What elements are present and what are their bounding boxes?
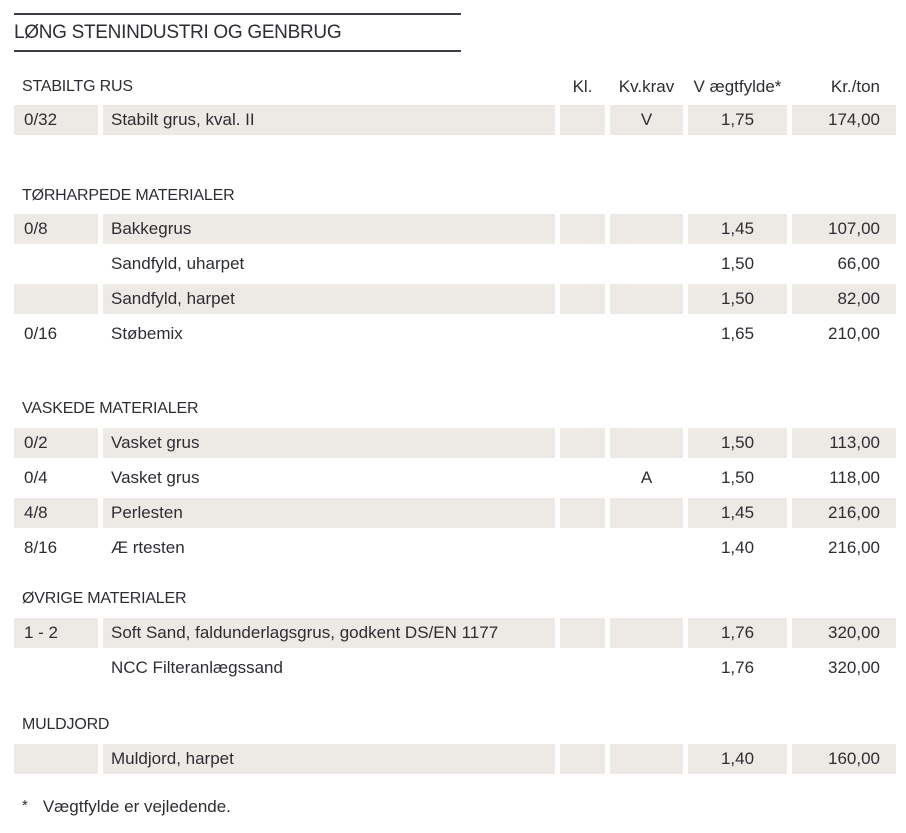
- column-header-kvkrav: Kv.krav: [618, 77, 675, 96]
- section-rows-torharpede: [0, 214, 906, 349]
- cell-description: Sandfyld, harpet: [103, 284, 555, 314]
- table-row: [14, 463, 896, 493]
- cell-kvkrav: [610, 653, 683, 683]
- cell-price: 82,00: [792, 284, 896, 314]
- cell-size: 8/16: [24, 538, 58, 557]
- cell-kvkrav: [610, 744, 683, 774]
- cell-size: 0/2: [14, 428, 98, 458]
- cell-size: [14, 284, 98, 314]
- table-row: [14, 319, 896, 349]
- cell-description: Æ rtesten: [111, 538, 185, 557]
- cell-price: 216,00: [828, 538, 880, 557]
- cell-kl: [560, 498, 605, 528]
- cell-vaegtfylde: 1,76: [720, 658, 755, 677]
- cell-vaegtfylde: 1,40: [688, 744, 787, 774]
- cell-vaegtfylde: 1,50: [688, 284, 787, 314]
- section-rows-stabiltgrus: [0, 105, 906, 135]
- cell-description: NCC Filteranlægssand: [111, 658, 283, 677]
- cell-kvkrav: [610, 498, 683, 528]
- table-row: [14, 428, 896, 458]
- cell-size: 0/8: [14, 214, 98, 244]
- page-title: LØNG STENINDUSTRI OG GENBRUG: [14, 22, 342, 43]
- table-row: [14, 249, 896, 279]
- cell-kvkrav: [610, 618, 683, 648]
- cell-vaegtfylde: 1,76: [688, 618, 787, 648]
- cell-kl: [560, 214, 605, 244]
- cell-kvkrav: [610, 428, 683, 458]
- cell-kvkrav: [610, 284, 683, 314]
- cell-size: 1 - 2: [14, 618, 98, 648]
- cell-kvkrav: [610, 214, 683, 244]
- cell-price: 320,00: [828, 658, 880, 677]
- cell-description: Perlesten: [103, 498, 555, 528]
- cell-size: 0/16: [24, 324, 58, 343]
- cell-kl: [560, 319, 605, 349]
- column-header-kl: Kl.: [572, 77, 593, 96]
- table-row: [14, 533, 896, 563]
- section-rows-muldjord: [0, 744, 906, 774]
- cell-size: [14, 249, 98, 279]
- cell-price: 118,00: [829, 468, 880, 487]
- table-row: [14, 105, 896, 135]
- cell-description: Støbemix: [111, 324, 183, 343]
- cell-size: [14, 653, 98, 683]
- cell-price: 160,00: [792, 744, 896, 774]
- cell-description: Stabilt grus, kval. II: [103, 105, 555, 135]
- cell-kl: [560, 428, 605, 458]
- cell-price: 174,00: [792, 105, 896, 135]
- cell-description: Bakkegrus: [103, 214, 555, 244]
- cell-price: 113,00: [792, 428, 896, 458]
- cell-description: Vasket grus: [111, 468, 200, 487]
- cell-description: Vasket grus: [103, 428, 555, 458]
- cell-size: [14, 744, 98, 774]
- cell-kvkrav: V: [610, 105, 683, 135]
- cell-vaegtfylde: 1,45: [688, 498, 787, 528]
- cell-kl: [560, 533, 605, 563]
- section-title-vaskede: VASKEDE MATERIALER: [22, 400, 199, 417]
- table-row: [14, 284, 896, 314]
- cell-kl: [560, 105, 605, 135]
- cell-kvkrav: [610, 533, 683, 563]
- column-header-vaegtfylde: V ægtfylde*: [693, 77, 782, 96]
- cell-kvkrav: [610, 249, 683, 279]
- section-title-stabiltgrus: STABILTG RUS: [22, 78, 133, 95]
- cell-vaegtfylde: 1,50: [720, 254, 755, 273]
- cell-price: 210,00: [828, 324, 880, 343]
- cell-kl: [560, 249, 605, 279]
- table-row: [14, 498, 896, 528]
- table-row: [14, 744, 896, 774]
- cell-size: 4/8: [14, 498, 98, 528]
- table-row: [14, 214, 896, 244]
- cell-kl: [560, 463, 605, 493]
- column-header-krton: Kr./ton: [830, 77, 880, 96]
- section-rows-ovrige: [0, 618, 906, 683]
- cell-vaegtfylde: 1,50: [720, 468, 755, 487]
- cell-kl: [560, 618, 605, 648]
- table-row: [14, 653, 896, 683]
- cell-kl: [560, 284, 605, 314]
- section-title-muldjord: MULDJORD: [22, 716, 110, 733]
- cell-kvkrav: [610, 319, 683, 349]
- cell-vaegtfylde: 1,45: [688, 214, 787, 244]
- section-rows-vaskede: [0, 428, 906, 563]
- footnote-asterisk: *: [22, 797, 28, 814]
- cell-vaegtfylde: 1,75: [688, 105, 787, 135]
- table-row: [14, 618, 896, 648]
- footnote-text: Vægtfylde er vejledende.: [42, 797, 231, 816]
- cell-kl: [560, 744, 605, 774]
- footnote: [22, 797, 906, 817]
- cell-price: 216,00: [792, 498, 896, 528]
- cell-vaegtfylde: 1,50: [688, 428, 787, 458]
- cell-price: 320,00: [792, 618, 896, 648]
- cell-vaegtfylde: 1,40: [720, 538, 755, 557]
- cell-price: 107,00: [792, 214, 896, 244]
- section-title-torharpede: TØRHARPEDE MATERIALER: [22, 187, 235, 204]
- cell-description: Muldjord, harpet: [103, 744, 555, 774]
- cell-description: Soft Sand, faldunderlagsgrus, godkent DS/EN 1177: [103, 618, 555, 648]
- cell-vaegtfylde: 1,65: [720, 324, 755, 343]
- cell-price: 66,00: [837, 254, 880, 273]
- cell-size: 0/4: [24, 468, 48, 487]
- cell-size: 0/32: [14, 105, 98, 135]
- page-title-block: [14, 13, 461, 52]
- table-header-row: [14, 74, 896, 100]
- cell-description: Sandfyld, uharpet: [111, 254, 245, 273]
- cell-kl: [560, 653, 605, 683]
- cell-kvkrav: A: [640, 468, 653, 487]
- section-title-ovrige: ØVRIGE MATERIALER: [22, 590, 187, 607]
